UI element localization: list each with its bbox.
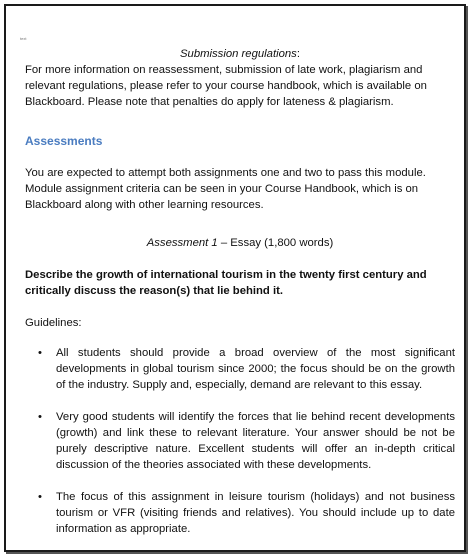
assessment-title [25,235,455,251]
submission-body: For more information on reassessment, submission of late work, plagiarism and relevant regulations, please refer to your course handbook, which is available on Blackboard. Please note that penalties do apply for lateness & plagiarism. [25,64,427,108]
guideline-text: Very good students will identify the forces that lie behind recent developments (growth) and link these to relevant literature. Your answer should be not be purely descriptive nature. Excellent students will offer an in-depth critical discussion of the theories associated with these developments. [56,411,455,471]
guidelines-list [25,345,455,537]
document-content [25,46,455,537]
guideline-text: All students should provide a broad overview of the most significant developments in global tourism since 2000; the focus should be on the growth of the industry. Supply and, especially, demand are relevant to this essay. [56,347,455,391]
submission-title: Submission regulations [180,48,297,60]
guideline-text: The focus of this assignment in leisure tourism (holidays) and not business tourism or VFR (visiting friends and relatives). You should include up to date information as appropriate. [56,491,455,535]
assessment-title-rest: – Essay (1,800 words) [217,237,334,249]
essay-question: Describe the growth of international tourism in the twenty first century and critically discuss the reason(s) that lie behind it. [25,269,427,297]
assessments-heading: Assessments [25,134,103,148]
bullet-icon: • [38,347,42,359]
header-mark: text [20,36,27,41]
guideline-item [25,409,455,473]
bullet-icon: • [38,411,42,423]
guideline-item [25,345,455,393]
document-page [4,4,466,552]
submission-title-line [25,46,455,62]
assessment-title-italic: Assessment 1 [146,237,218,249]
submission-title-colon: : [296,48,300,60]
bullet-icon: • [38,491,42,503]
assessments-intro: You are expected to attempt both assignments one and two to pass this module. Module assignment criteria can be seen in your Course Handbook, which is on Blackboard along with other learning resources. [25,167,426,211]
guideline-item [25,489,455,537]
guidelines-label: Guidelines: [25,317,82,329]
